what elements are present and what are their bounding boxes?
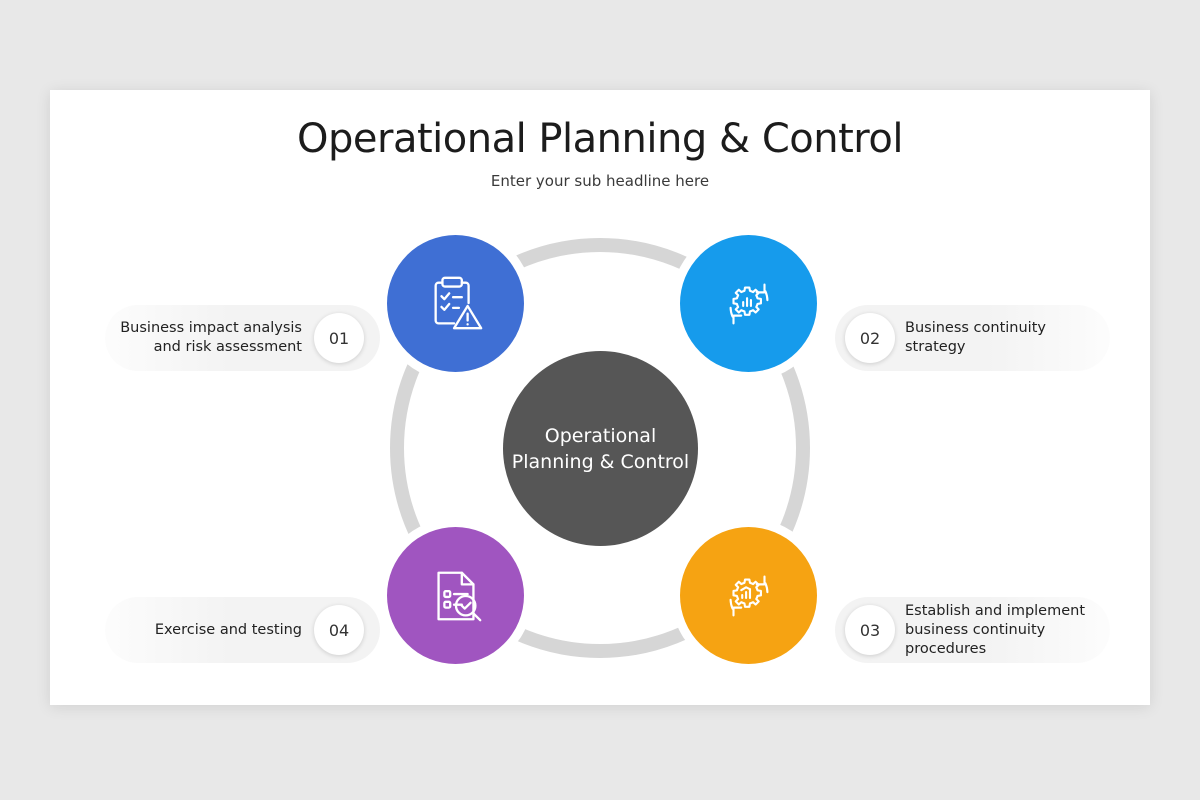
item-number-03: 03	[845, 605, 895, 655]
item-number-01: 01	[314, 313, 364, 363]
gear-growth-refresh-icon	[718, 565, 780, 627]
document-check-search-icon	[425, 565, 487, 627]
item-number-02: 02	[845, 313, 895, 363]
item-label-01: Business impact analysis and risk assessment	[120, 320, 302, 355]
page-title: Operational Planning & Control	[297, 116, 903, 162]
gear-chart-refresh-icon	[718, 273, 780, 335]
clipboard-warning-icon	[425, 273, 487, 335]
item-label-03: Establish and implement business continuity procedures	[905, 602, 1086, 657]
item-label-04: Exercise and testing	[154, 621, 302, 638]
node-2[interactable]	[680, 235, 817, 372]
item-pill-03[interactable]	[835, 597, 1110, 663]
item-number-04: 04	[314, 605, 364, 655]
node-3[interactable]	[680, 527, 817, 664]
slide	[50, 90, 1150, 705]
center-label: Operational Planning & Control	[511, 424, 690, 473]
item-pill-02[interactable]	[835, 305, 1110, 371]
center-circle	[503, 351, 698, 546]
cycle-diagram	[50, 90, 1150, 705]
item-pill-01[interactable]	[105, 305, 380, 371]
node-1[interactable]	[387, 235, 524, 372]
item-label-02: Business continuity strategy	[905, 320, 1046, 355]
item-pill-04[interactable]	[105, 597, 380, 663]
page-subtitle: Enter your sub headline here	[490, 172, 710, 190]
node-4[interactable]	[387, 527, 524, 664]
